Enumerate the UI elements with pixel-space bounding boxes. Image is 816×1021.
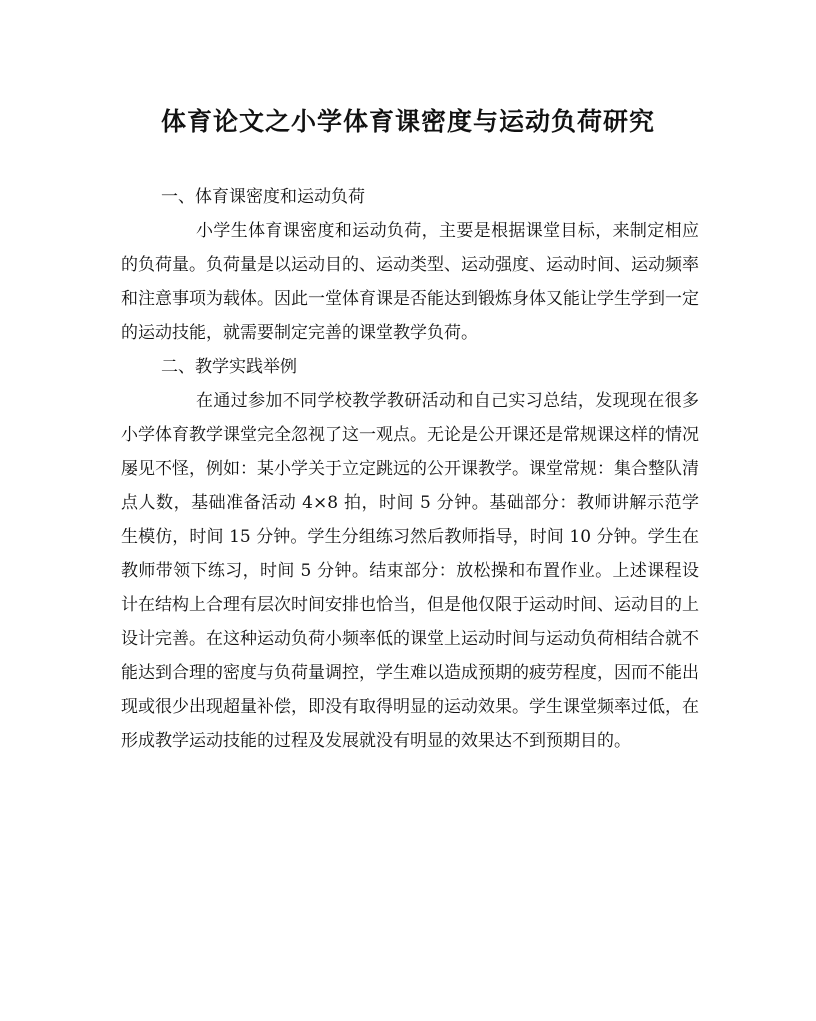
section-paragraph-2: 在通过参加不同学校教学教研活动和自己实习总结，发现现在很多小学体育教学课堂完全忽视了这一观点。无论是公开课还是常规课这样的情况屡见不怪，例如：某小学关于立定跳远的公开课教学。课堂常规：集合整队清点人数，基础准备活动 4×8 拍，时间 5 分钟。基础部分：教师讲解示范学生模仿，时间 15 分钟。学生分组练习然后教师指导，时间 10 分钟。学生在教师带领下练习，时间 5 分钟。结束部分：放松操和布置作业。上述课程设计在结构上合理有层次时间安排也恰当，但是他仅限于运动时间、运动目的上设计完善。在这种运动负荷小频率低的课堂上运动时间与运动负荷相结合就不能达到合理的密度与负荷量调控，学生难以造成预期的疲劳程度，因而不能出现或很少出现超量补偿，即没有取得明显的运动效果。学生课堂频率过低，在形成教学运动技能的过程及发展就没有明显的效果达不到预期目的。 (121, 391, 699, 751)
document-title: 体育论文之小学体育课密度与运动负荷研究 (160, 107, 655, 136)
section-heading-1: 一、体育课密度和运动负荷 (161, 187, 365, 207)
document-body (121, 180, 699, 758)
section-paragraph-1: 小学生体育课密度和运动负荷，主要是根据课堂目标，来制定相应的负荷量。负荷量是以运动目的、运动类型、运动强度、运动时间、运动频率和注意事项为载体。因此一堂体育课是否能达到锻炼身体又能让学生学到一定的运动技能，就需要制定完善的课堂教学负荷。 (121, 221, 699, 343)
section-heading-2: 二、教学实践举例 (161, 357, 297, 377)
